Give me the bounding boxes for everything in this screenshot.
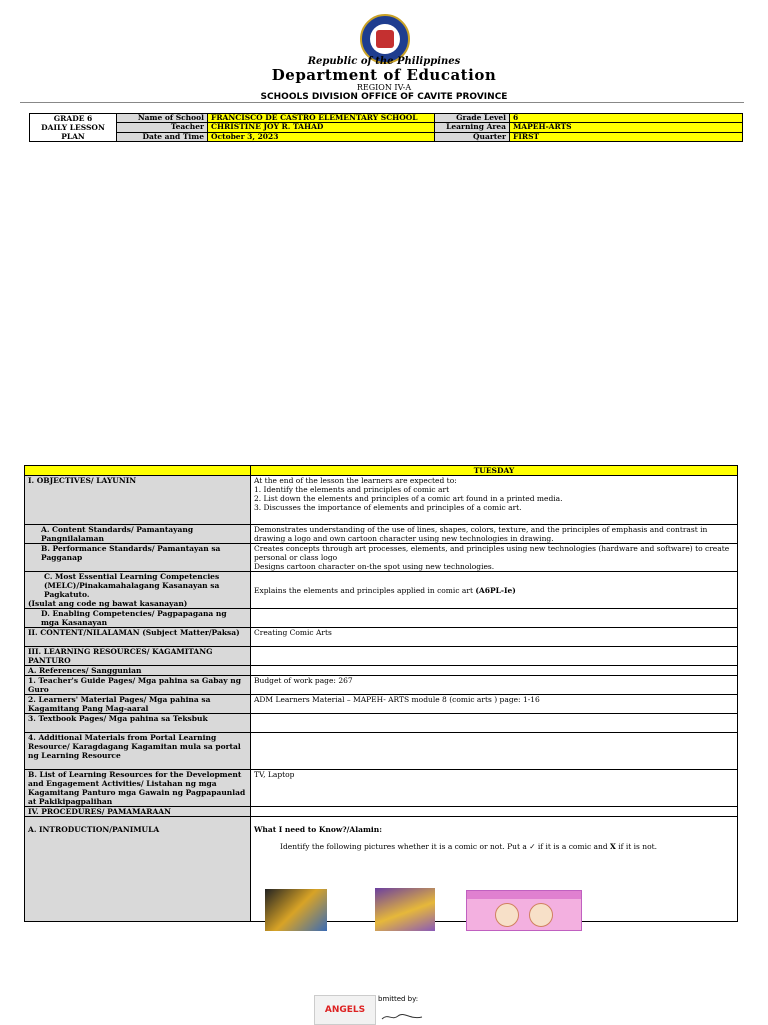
- performance-standards-label: B. Performance Standards/ Pamantayan sa Pagganap: [25, 544, 251, 572]
- grade-value: 6: [510, 114, 743, 123]
- teachers-guide-value: Budget of work page: 267: [251, 676, 738, 695]
- content-standards-value: Demonstrates understanding of the use of lines, shapes, colors, texture, and the principles of emphasis and contrast in drawing a logo and own cartoon character using new technologies in drawing.: [251, 525, 738, 544]
- division-title: SCHOOLS DIVISION OFFICE OF CAVITE PROVINCE: [260, 92, 508, 102]
- introduction-label: A. INTRODUCTION/PANIMULA: [25, 817, 251, 922]
- content-label: II. CONTENT/NILALAMAN (Subject Matter/Paksa): [25, 628, 251, 647]
- objectives-label: I. OBJECTIVES/ LAYUNIN: [25, 476, 251, 525]
- school-value: FRANCISCO DE CASTRO ELEMENTARY SCHOOL: [208, 114, 435, 123]
- comic-cover-image-1: [265, 889, 327, 931]
- republic-title: Republic of the Philippines: [307, 56, 461, 67]
- performance-standards-value: Creates concepts through art processes, elements, and principles using new technologies (hardware and software) to create personal or class logo Designs cartoon character on-the spot using new technologies.: [251, 544, 738, 572]
- learning-resources-label: III. LEARNING RESOURCES/ KAGAMITANG PANTURO: [25, 647, 251, 666]
- quarter-label: Quarter: [435, 132, 510, 141]
- enabling-competencies-label: D. Enabling Competencies/ Pagpapagana ng mga Kasanayan: [25, 609, 251, 628]
- quarter-value: FIRST: [510, 132, 743, 141]
- content-value: Creating Comic Arts: [251, 628, 738, 647]
- resource-list-label: B. List of Learning Resources for the Development and Engagement Activities/ Listahan ng mga Kagamitang Panturo mga Gawain ng Pagpapaunlad at Pakikipagpalihan: [25, 770, 251, 807]
- lesson-info-table: [29, 113, 743, 142]
- procedures-label: IV. PROCEDURES/ PAMAMARAAN: [25, 807, 251, 817]
- footer-logo: ANGELS: [314, 995, 376, 1025]
- school-label: Name of School: [117, 114, 208, 123]
- learning-resources-value: [251, 647, 738, 666]
- blank-header-cell: [25, 466, 251, 476]
- introduction-instruction: Identify the following pictures whether it is a comic or not. Put a ✓ if it is a comic and X if it is not.: [280, 842, 657, 851]
- signature-image: [380, 1012, 424, 1025]
- teacher-value: CHRISTINE JOY R. TAHAD: [208, 123, 435, 132]
- melc-value: Explains the elements and principles applied in comic art (A6PL-Ie): [251, 572, 738, 609]
- additional-materials-value: [251, 733, 738, 770]
- lesson-plan-table: [24, 465, 738, 922]
- references-value: [251, 666, 738, 676]
- resource-list-value: TV, Laptop: [251, 770, 738, 807]
- textbook-label: 3. Textbook Pages/ Mga pahina sa Teksbuk: [25, 714, 251, 733]
- procedures-value: [251, 807, 738, 817]
- learners-material-label: 2. Learners' Material Pages/ Mga pahina sa Kagamitang Pang Mag-aaral: [25, 695, 251, 714]
- day-header: TUESDAY: [251, 466, 738, 476]
- comic-cover-image-2: [375, 888, 435, 931]
- teacher-label: Teacher: [117, 123, 208, 132]
- area-label: Learning Area: [435, 123, 510, 132]
- learners-material-value: ADM Learners Material – MAPEH- ARTS module 8 (comic arts ) page: 1-16: [251, 695, 738, 714]
- region-title: REGION IV-A: [356, 83, 412, 92]
- grade-plan-title: GRADE 6 DAILY LESSON PLAN: [30, 114, 117, 142]
- references-label: A. References/ Sanggunian: [25, 666, 251, 676]
- melc-label: C. Most Essential Learning Competencies (MELC)/Pinakamahalagang Kasanayan sa Pagkatuto. (Isulat ang code ng bawat kasanayan): [25, 572, 251, 609]
- date-label: Date and Time: [117, 132, 208, 141]
- date-value: October 3, 2023: [208, 132, 435, 141]
- department-title: Department of Education: [271, 66, 497, 84]
- objectives-value: At the end of the lesson the learners are expected to: 1. Identify the elements and principles of comic art 2. List down the elements and principles of a comic art found in a printed media. 3. Discusses the importance of elements and principles of a comic art.: [251, 476, 738, 525]
- area-value: MAPEH-ARTS: [510, 123, 743, 132]
- enabling-competencies-value: [251, 609, 738, 628]
- textbook-value: [251, 714, 738, 733]
- submitted-by-label: bmitted by:: [378, 995, 419, 1003]
- grade-label: Grade Level: [435, 114, 510, 123]
- additional-materials-label: 4. Additional Materials from Portal Learning Resource/ Karagdagang Kagamitan mula sa portal ng Learning Resource: [25, 733, 251, 770]
- content-standards-label: A. Content Standards/ Pamantayang Pangnilalaman: [25, 525, 251, 544]
- cartoon-illustration-image: [466, 890, 582, 931]
- introduction-heading: What I need to Know?/Alamin:: [254, 825, 382, 834]
- teachers-guide-label: 1. Teacher's Guide Pages/ Mga pahina sa Gabay ng Guro: [25, 676, 251, 695]
- header-divider: [20, 102, 744, 103]
